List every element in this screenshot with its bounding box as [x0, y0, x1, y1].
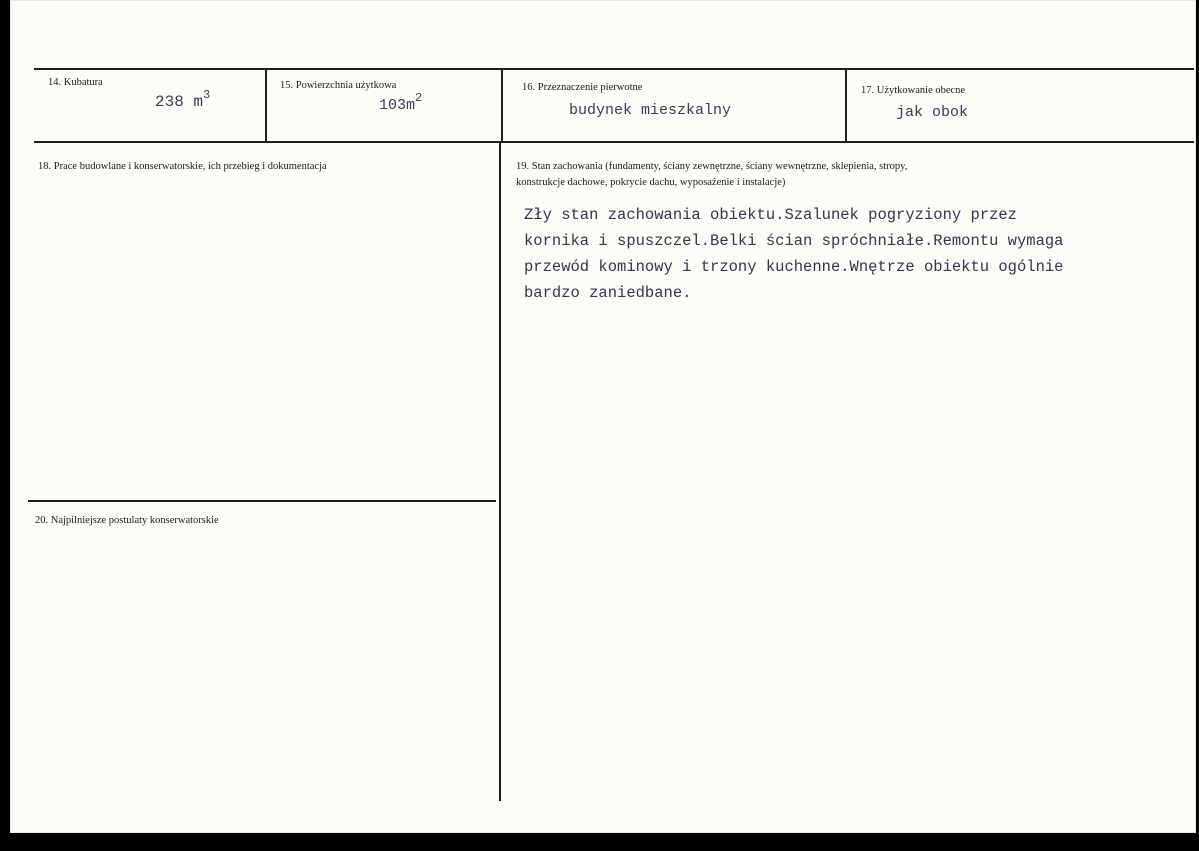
top-rule — [34, 68, 1194, 70]
condition-line: Zły stan zachowania obiektu.Szalunek pogryziony przez — [524, 206, 1017, 224]
field-17-value: jak obok — [896, 104, 969, 121]
condition-line: bardzo zaniedbane. — [524, 284, 692, 302]
divider-16-17 — [845, 69, 847, 143]
divider-14-15 — [265, 69, 267, 143]
main-column-divider — [499, 143, 501, 801]
field-19-label-line-1: 19. Stan zachowania (fundamenty, ściany zewnętrzne, ściany wewnętrzne, sklepienia, stropy, — [516, 161, 908, 172]
divider-15-16 — [501, 69, 503, 143]
rule-18-20 — [28, 500, 496, 502]
field-18-label: 18. Prace budowlane i konserwatorskie, ich przebieg i dokumentacja — [38, 161, 327, 172]
field-19-condition-text — [524, 202, 1064, 306]
field-19-label-line-2: konstrukcje dachowe, pokrycie dachu, wyposażenie i instalacje) — [516, 177, 786, 188]
field-15-label: 15. Powierzchnia użytkowa — [280, 80, 397, 91]
condition-line: przewód kominowy i trzony kuchenne.Wnętrze obiektu ogólnie — [524, 258, 1064, 276]
header-bottom-rule — [34, 141, 1194, 143]
field-17-label: 17. Użytkowanie obecne — [861, 85, 966, 96]
record-card — [10, 0, 1196, 833]
field-14-unit-sup: 3 — [203, 88, 211, 102]
field-14-value — [155, 88, 210, 111]
field-16-value: budynek mieszkalny — [569, 102, 732, 119]
field-14-label: 14. Kubatura — [48, 77, 103, 88]
field-16-label: 16. Przeznaczenie pierwotne — [522, 82, 643, 93]
condition-line: kornika i spuszczel.Belki ścian spróchniałe.Remontu wymaga — [524, 232, 1064, 250]
field-14-value-text: 238 m — [155, 93, 204, 111]
field-15-value-text: 103m — [379, 97, 416, 114]
field-20-label: 20. Najpilniejsze postulaty konserwatorskie — [35, 515, 219, 526]
field-15-value — [379, 91, 422, 114]
field-15-unit-sup: 2 — [415, 91, 423, 105]
